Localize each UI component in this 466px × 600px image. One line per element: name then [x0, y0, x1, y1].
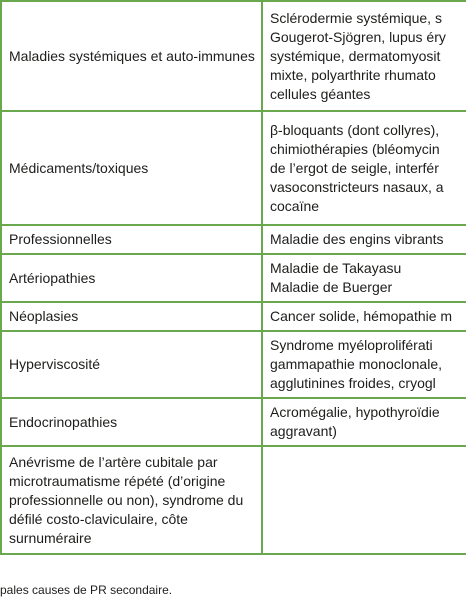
cause-category-cell: Artériopathies — [1, 254, 262, 302]
cause-detail-line: mixte, polyarthrite rhumato — [270, 66, 436, 83]
cause-detail-line: cellules géantes — [270, 85, 371, 102]
cause-detail-line: Gougerot-Sjögren, lupus éry — [270, 28, 446, 45]
cause-category-cell: Néoplasies — [1, 302, 262, 331]
table-row — [1, 331, 466, 398]
cause-detail-line: Maladie des engins vibrants — [270, 231, 444, 247]
cause-detail-line: gammapathie monoclonale, — [270, 356, 442, 372]
cause-details-cell — [262, 302, 466, 331]
cause-detail-line: Maladie de Takayasu — [270, 260, 402, 276]
table-row — [1, 225, 466, 254]
cause-detail-line: chimiothérapies (bléomycin — [270, 140, 440, 157]
cause-detail-line: aggravant) — [270, 423, 337, 439]
cause-category-cell: Maladies systémiques et auto-immunes — [1, 1, 262, 111]
cause-details-cell — [262, 446, 466, 554]
table-row — [1, 446, 466, 554]
cause-details-cell — [262, 331, 466, 398]
table-row — [1, 1, 466, 111]
table-row — [1, 398, 466, 446]
cause-detail-line: cocaïne — [270, 197, 320, 214]
cause-details-cell — [262, 225, 466, 254]
cause-category-cell: Médicaments/toxiques — [1, 111, 262, 225]
cause-detail-line: Maladie de Buerger — [270, 279, 393, 295]
cause-detail-line: Syndrome myéloproliférati — [270, 337, 433, 353]
table-row — [1, 254, 466, 302]
cause-category-cell: Endocrinopathies — [1, 398, 262, 446]
cause-details-cell — [262, 1, 466, 111]
cause-details-cell — [262, 111, 466, 225]
table-row — [1, 111, 466, 225]
cause-category-cell: Professionnelles — [1, 225, 262, 254]
cause-category-cell: Hyperviscosité — [1, 331, 262, 398]
cause-detail-line: Sclérodermie systémique, s — [270, 9, 442, 26]
table-row — [1, 302, 466, 331]
cause-detail-line: vasoconstricteurs nasaux, a — [270, 178, 444, 195]
cause-detail-line: Cancer solide, hémopathie m — [270, 308, 453, 324]
table-caption: pales causes de PR secondaire. — [0, 583, 173, 597]
cause-detail-line: β-bloquants (dont collyres), — [270, 121, 440, 138]
cause-detail-line: de l’ergot de seigle, interfér — [270, 159, 439, 176]
cause-detail-line: systémique, dermatomyosit — [270, 47, 441, 64]
cause-detail-line: agglutinines froides, cryogl — [270, 375, 436, 391]
table-body — [1, 1, 466, 554]
cause-details-cell — [262, 254, 466, 302]
cause-detail-line: Acromégalie, hypothyroïdie — [270, 404, 440, 420]
cause-category-cell: Anévrisme de l’artère cubitale par microtraumatisme répété (d’origine professionnelle ou non), syndrome du défilé costo-claviculaire, côte surnuméraire — [1, 446, 262, 554]
cause-details-cell — [262, 398, 466, 446]
